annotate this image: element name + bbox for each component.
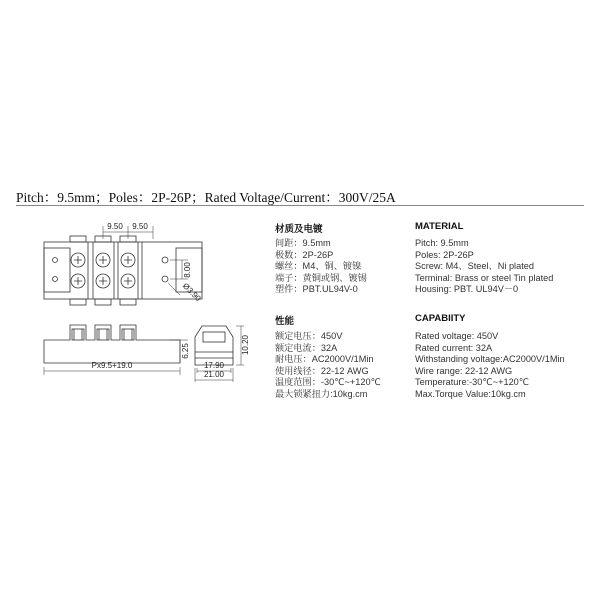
dim-end-height: 10.20 [241, 334, 250, 356]
cn-performance-line: 额定电流：32A [275, 342, 338, 353]
front-view [44, 325, 180, 363]
cn-performance-line: 温度范围：-30℃~+120℃ [275, 377, 381, 387]
dim-end-inner-width: 17.90 [203, 361, 225, 370]
en-material-line: Pitch: 9.5mm [415, 238, 469, 248]
en-capability-line: Rated voltage: 450V [415, 331, 499, 341]
mount-hole-left-bottom [53, 277, 58, 282]
dim-height-side: 8.00 [183, 262, 192, 278]
en-capability-line: Max.Torque Value:10kg.cm [415, 388, 526, 399]
cn-material-heading: 材质及电镀 [275, 224, 323, 235]
dim-height-front: 6.25 [181, 343, 190, 359]
cn-performance-list [275, 331, 381, 400]
cn-material-line: 间距：9.5mm [275, 238, 331, 248]
front-view-body [44, 325, 180, 363]
cn-performance-line: 耐电压：AC2000V/1Min [275, 354, 374, 364]
en-capability-line: Temperature:-30℃~+120℃ [415, 377, 530, 387]
dim-length-formula: Px9.5+19.0 [91, 361, 133, 370]
cn-performance-line: 使用线径：22-12 AWG [275, 365, 369, 376]
en-capability-heading: CAPABIITY [415, 313, 466, 324]
headline-rule [16, 205, 584, 206]
en-capability-list [415, 331, 565, 400]
mount-hole-right-top [162, 257, 168, 263]
dim-hole-dia: Ø3.90 [180, 281, 203, 304]
top-view [44, 236, 202, 305]
cn-material-list [275, 238, 367, 296]
en-material-line: Housing: PBT. UL94V－0 [415, 284, 519, 294]
en-capability-line: Wire range: 22-12 AWG [415, 365, 513, 376]
spec-headline: Pitch：9.5mm；Poles：2P-26P；Rated Voltage/Current：300V/25A [16, 190, 396, 205]
dim-pitch-b: 9.50 [132, 222, 148, 231]
en-material-line: Terminal: Brass or steel Tin plated [415, 272, 554, 283]
cn-performance-heading: 性能 [275, 316, 295, 327]
en-material-list [415, 238, 553, 296]
cn-material-line: 极数：2P-26P [275, 249, 334, 260]
en-material-heading: MATERIAL [415, 221, 464, 232]
end-view [195, 326, 233, 365]
mount-hole-right-bottom [162, 276, 168, 282]
en-material-line: Poles: 2P-26P [415, 249, 474, 260]
technical-drawing [30, 215, 265, 390]
en-material-line: Screw: M4、Steel、Ni plated [415, 261, 534, 271]
cn-performance-line: 额定电压：450V [275, 331, 343, 341]
cn-performance-line: 最大锁紧扭力:10kg.cm [275, 388, 368, 399]
en-capability-line: Withstanding voltage:AC2000V/1Min [415, 354, 565, 364]
cn-material-line: 端子：黄铜或钢、镀锡 [275, 272, 367, 283]
dim-pitch-a: 9.50 [107, 222, 123, 231]
cn-material-line: 塑件：PBT.UL94V-0 [275, 284, 358, 294]
dim-end-outer-width: 21.00 [203, 370, 225, 379]
top-view-body [44, 242, 202, 299]
mount-hole-left-top [53, 258, 58, 263]
en-capability-line: Rated current: 32A [415, 342, 493, 353]
cn-material-line: 螺丝：M4、铜、镀镍 [275, 261, 362, 271]
